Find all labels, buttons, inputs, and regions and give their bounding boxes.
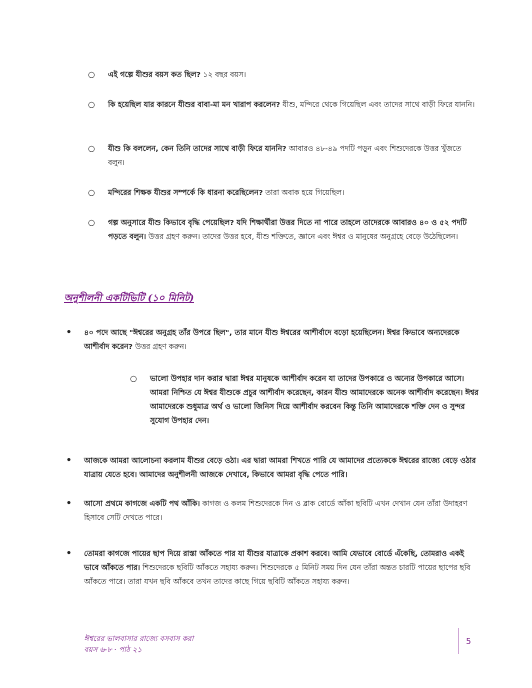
hollow-bullet-icon: ○ [88, 70, 95, 79]
question-item [88, 186, 478, 200]
bullet-item [66, 454, 479, 482]
question-item [88, 98, 478, 112]
hollow-bullet-icon: ○ [88, 188, 95, 197]
answer-text: উত্তর গ্রহণ করুন। তাদের উত্তর হবে, যীশু শক্তিতে, জ্ঞানে এবং ঈশ্বর ও মানুষের অনুগ্রহে বেড়ে উঠেছিলেন। [146, 232, 459, 241]
bullet-answer-text: উত্তর গ্রহণ করুন। [132, 342, 187, 351]
sub-bullet-text: ভালো উপহার দান করার দ্বারা ঈশ্বর মানুষকে আশীর্বাদ করেন যা তাদের উপকারে ও অন্যের উপকারে আসে। আমরা নিশ্চিত যে ঈশ্বর যীশুকে প্রচুর আশীর্বাদ করেছেন, কারন যীশু আমাদেরকে অনেক আশীর্বাদ করেছেন। ঈশ্বর আমাদেরকে শুধুমাত্র অর্থ ও ভালো জিনিস দিয়ে আশীর্বাদ করবেন কিন্তু তিনি আমাদেরকে শক্তি দেন ও সুন্দর সুযোগ উপহার দেন। [150, 374, 479, 425]
hollow-bullet-icon: ○ [88, 218, 95, 227]
question-item [88, 142, 478, 170]
page-number: 5 [466, 637, 472, 646]
question-text: এই গল্পে যীশুর বয়স কত ছিল? [108, 70, 201, 79]
question-text: যীশু কি বললেন, কেন তিনি তাদের সাথে বাড়ী ফিরে যাননি? [108, 144, 287, 153]
answer-text: আবারও ৪৮-৪৯ পদটি পড়ুন এবং শিশুদেরকে উত্তর খুঁজতে বলুন। [108, 144, 462, 167]
bullet-bold-text: তোমরা কাগজে পায়ের ছাপ দিয়ে রাস্তা আঁকতে পার যা যীশুর যাত্রাকে প্রকাশ করবে। আমি যেভাবে বোর্ডে এঁকেছি, তোমরাও একই ভাবে আঁকতে পার। [84, 549, 464, 572]
question-text: মন্দিরের শিক্ষক যীশুর সম্পর্কে কি ধারনা করেছিলেন? [108, 188, 263, 197]
footer-divider [458, 628, 459, 654]
footer [84, 633, 194, 655]
question-item [88, 216, 478, 244]
sub-bullet-item [130, 372, 480, 428]
bullet-dot-icon: • [66, 456, 72, 466]
hollow-bullet-icon: ○ [88, 100, 95, 109]
bullet-answer-text: শিশুদেরকে ছবিটি আঁকতে সহায্য করুন। শিশুদেরকে ৫ মিনিট সময় দিন যেন তাঁরা অন্তত চারটি পায়ের ছাপের ছবি আঁকতে পারে। তারা যখন ছবি আঁকবে তখন তাদের কাছে গিয়ে ছবিটি আঁকতে সহায্য করুন। [84, 563, 471, 586]
bullet-answer-text: কাগজ ও কলম শিশুদেরকে দিন ও ব্লাক বোর্ডে আঁকা ছবিটি এখন দেখান যেন তাঁরা উদাহরণ হিসাবে সেটি দেখতে পারে। [84, 499, 468, 522]
bullet-dot-icon: • [66, 549, 72, 559]
bullet-dot-icon: • [66, 328, 72, 338]
answer-text: তারা অবাক হয়ে গিয়েছিল। [262, 188, 345, 197]
hollow-bullet-icon: ○ [88, 144, 95, 153]
bullet-bold-text: আসো প্রথমে কাগজে একটি পথ আঁকি। [84, 499, 200, 508]
bullet-item [66, 497, 479, 525]
bullet-dot-icon: • [66, 499, 72, 509]
bullet-bold-text: আজকে আমরা আলোচনা করলাম যীশুর বেড়ে ওঠা। এর দ্বারা আমরা শিখতে পারি যে আমাদের প্রত্যেককে ঈশ্বরের রাজ্যে বেড়ে ওঠার যাত্রায় যেতে হবে। আমাদের অনুশীলনী আজকে দেখাবে, কিভাবে আমরা বৃদ্ধি পেতে পারি। [84, 456, 476, 479]
footer-subtitle: বয়স ৬-৮ · পাঠ ২১ [84, 645, 142, 654]
question-item [88, 68, 478, 82]
question-text: গল্প অনুসারে যীশু কিভাবে বৃদ্ধি পেয়েছিল? যদি শিক্ষার্থীরা উত্তর দিতে না পারে তাহলে তাদেরকে আবারও ৪০ ও ৫২ পদটি পড়তে বলুন। [108, 218, 467, 241]
footer-title: ঈশ্বরের ভালবাসার রাজ্যে বসবাস করা [84, 634, 194, 643]
answer-text: ১২ বছর বয়স। [200, 70, 246, 79]
hollow-bullet-icon: ○ [130, 374, 137, 383]
answer-text: যীশু, মন্দিরে থেকে গিয়েছিল এবং তাদের সাথে বাড়ী ফিরে যাননি। [280, 100, 475, 109]
bullet-item [66, 326, 479, 354]
section-heading: অনুশীলনী একটিভিটি (১০ মিনিট) [64, 293, 194, 304]
bullet-bold-text: ৪০ পদে আছে "ঈশ্বরের অনুগ্রহ তাঁর উপরে ছিল", তার মানে যীশু ঈশ্বরের আশীর্বাদে বড়ো হয়েছিলেন। ঈশ্বর কিভাবে অন্যদেরকে আশীর্বাদ করেন? [84, 328, 460, 351]
bullet-item [66, 547, 479, 589]
question-text: কি হয়েছিল যার কারনে যীশুর বাবা-মা মন খারাপ করলেন? [108, 100, 281, 109]
